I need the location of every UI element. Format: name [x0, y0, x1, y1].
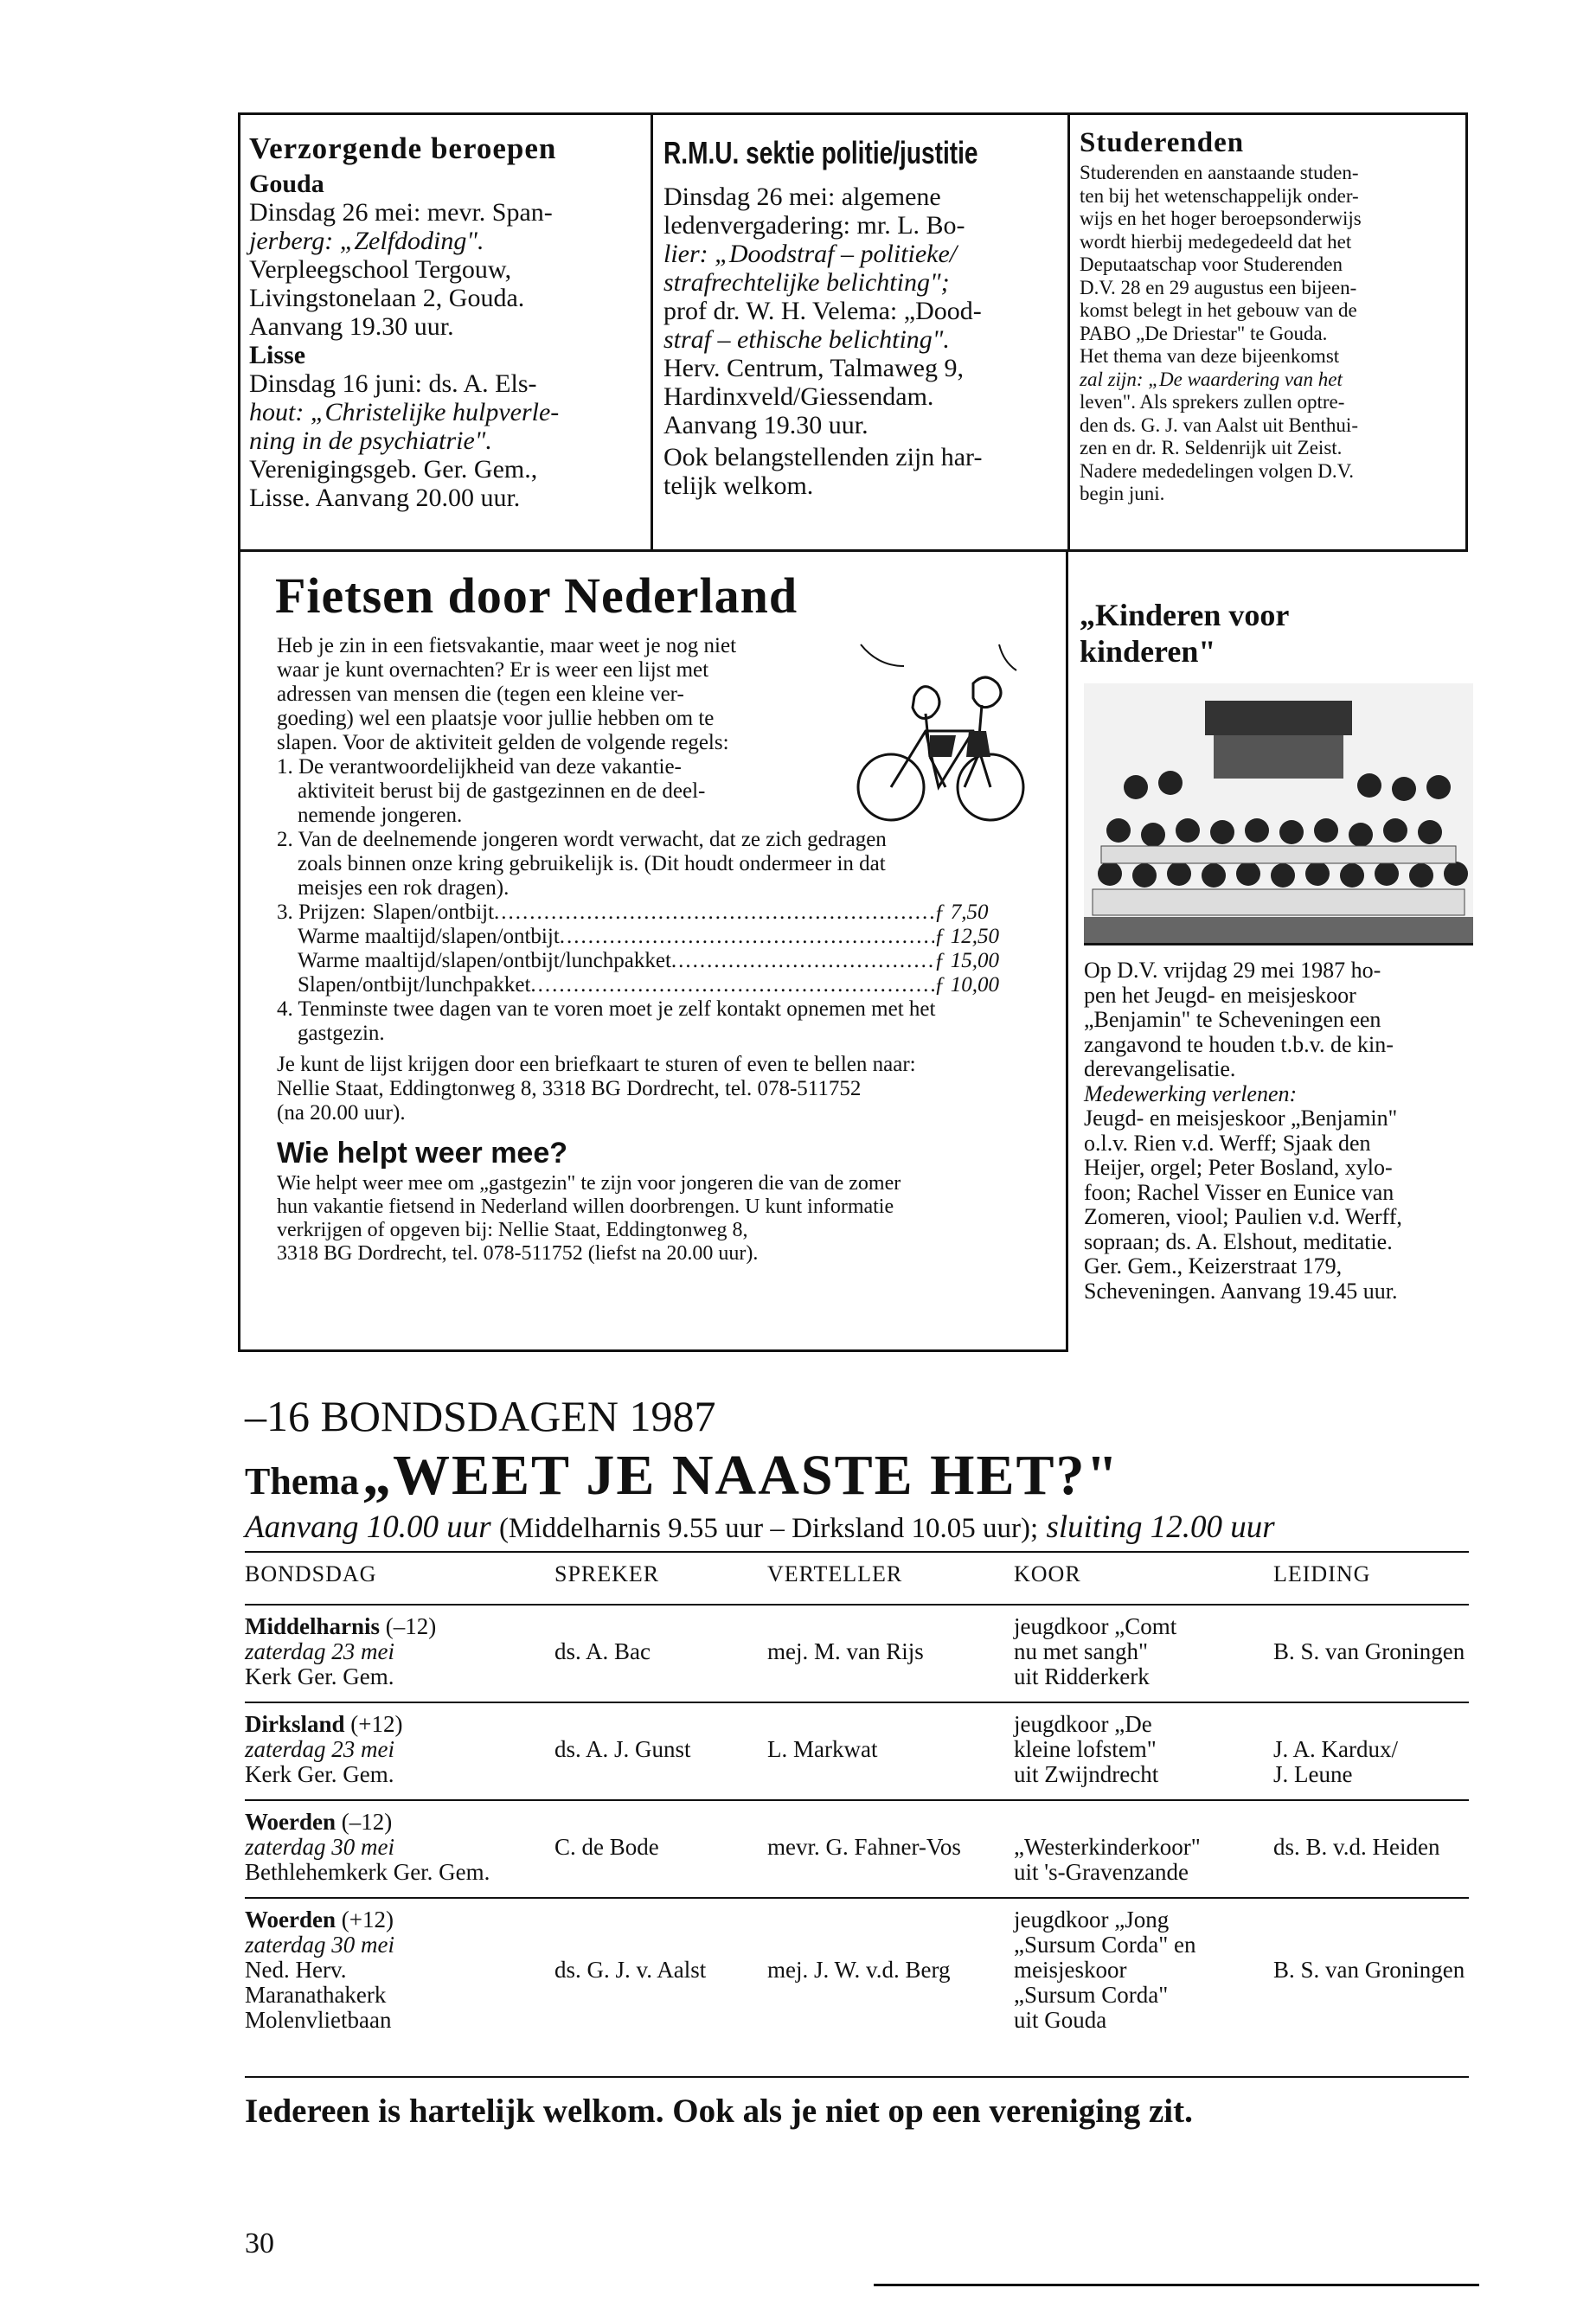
table-row	[245, 1702, 1469, 1800]
text-line: waar je kunt overnachten? Er is weer een lijst met	[277, 658, 709, 682]
koor-line: uit 's-Gravenzande	[1014, 1859, 1189, 1885]
column-header: VERTELLER	[767, 1561, 903, 1586]
text-line: gastgezin.	[298, 1022, 385, 1045]
leiding: B. S. van Groningen	[1273, 1957, 1465, 1983]
text-line: Op D.V. vrijdag 29 mei 1987 ho-	[1084, 958, 1381, 983]
text-line: PABO „De Driestar" te Gouda.	[1080, 322, 1328, 344]
text-line: Ook belangstellenden zijn har-	[663, 443, 983, 471]
verteller: mej. M. van Rijs	[767, 1638, 924, 1664]
text-line: Hardinxveld/Giessendam.	[663, 382, 934, 411]
text-line: Livingstonelaan 2, Gouda.	[249, 284, 525, 312]
text-line: wordt hierbij medegedeeld dat het	[1080, 230, 1352, 253]
title-line: kinderen"	[1080, 634, 1216, 669]
rule-2: 2. Van de deelnemende jongeren wordt verwacht, dat ze zich gedragen	[277, 828, 887, 851]
price-item: Slapen/ontbijt/lunchpakket	[298, 973, 531, 997]
bondsdag-location: Kerk Ger. Gem.	[245, 1663, 394, 1689]
text-line: hun vakantie fietsend in Nederland willen doorbrengen. U kunt informatie	[277, 1195, 894, 1218]
price-item: Warme maaltijd/slapen/ontbijt/lunchpakket	[298, 949, 671, 972]
age-group: (+12)	[344, 1711, 403, 1737]
text-line: Je kunt de lijst krijgen door een briefkaart te sturen of even te bellen naar:	[277, 1053, 916, 1076]
price-value: ƒ 7,50	[934, 901, 989, 924]
text-line: Nellie Staat, Eddingtonweg 8, 3318 BG Dordrecht, tel. 078-511752	[277, 1077, 862, 1100]
text-line: zen en dr. R. Seldenrijk uit Zeist.	[1080, 437, 1343, 458]
text-line: telijk welkom.	[663, 471, 814, 500]
age-group: (–12)	[380, 1613, 437, 1639]
text-line: Lisse. Aanvang 20.00 uur.	[249, 484, 521, 512]
text-line: komst belegt in het gebouw van de	[1080, 299, 1357, 321]
bottom-rule	[874, 2284, 1479, 2286]
text-line: 3318 BG Dordrecht, tel. 078-511752 (liefst na 20.00 uur).	[277, 1242, 759, 1265]
column-header: BONDSDAG	[245, 1561, 377, 1586]
section-heading: R.M.U. sektie politie/justitie	[663, 135, 978, 170]
text-line: Studerenden en aanstaande studen-	[1080, 162, 1359, 183]
koor-line: „Westerkinderkoor"	[1014, 1834, 1201, 1860]
prices-label: 3. Prijzen:	[277, 901, 366, 924]
column-header: KOOR	[1014, 1561, 1081, 1586]
text-line: straf – ethische belichting".	[663, 325, 950, 354]
text-line: Verpleegschool Tergouw,	[249, 255, 512, 284]
fietsen-text	[277, 634, 1038, 1266]
text-line: zoals binnen onze kring gebruikelijk is. (Dit houdt ondermeer in dat	[298, 852, 886, 875]
leiding: J. Leune	[1273, 1761, 1353, 1787]
price-row	[277, 901, 1016, 925]
text-line: Heijer, orgel; Peter Bosland, xylo-	[1084, 1155, 1393, 1180]
text-line: ten bij het wetenschappelijk onder-	[1080, 184, 1359, 207]
koor-line: uit Gouda	[1014, 2007, 1107, 2033]
spreker: C. de Bode	[554, 1834, 659, 1860]
rule-4: 4. Tenminste twee dagen van te voren moet je zelf kontakt opnemen met het	[277, 997, 936, 1021]
uur-label: uur	[1230, 1509, 1275, 1545]
column-header: LEIDING	[1273, 1561, 1371, 1586]
text-line: Herv. Centrum, Talmaweg 9,	[663, 354, 964, 382]
text-line: wijs en het hoger beroepsonderwijs	[1080, 208, 1362, 229]
price-item: Warme maaltijd/slapen/ontbijt	[298, 925, 560, 948]
bondsdag-date: zaterdag 30 mei	[245, 1834, 394, 1860]
thema-title: „WEET JE NAASTE HET?"	[362, 1444, 1120, 1507]
text-line: strafrechtelijke belichting";	[663, 268, 950, 297]
leiding: ds. B. v.d. Heiden	[1273, 1834, 1440, 1860]
sluiting-label: sluiting	[1046, 1509, 1143, 1545]
verteller: mej. J. W. v.d. Berg	[767, 1957, 951, 1983]
column-header: SPREKER	[554, 1561, 660, 1586]
text-line: Heb je zin in een fietsvakantie, maar weet je nog niet	[277, 634, 737, 657]
leader-dots	[494, 901, 934, 925]
kinderen-text	[1084, 958, 1465, 1304]
table-row	[245, 1605, 1469, 1702]
table-header	[245, 1561, 1469, 1605]
aanvang-rest: (Middelharnis 9.55 uur – Dirksland 10.05 uur);	[498, 1513, 1039, 1544]
schedule-table	[245, 1561, 1469, 2041]
bondsdag-place: Middelharnis	[245, 1613, 381, 1639]
text-line: Jeugd- en meisjeskoor „Benjamin"	[1084, 1106, 1398, 1131]
verteller: mevr. G. Fahner-Vos	[767, 1834, 961, 1860]
rule	[245, 2076, 1469, 2078]
text-line: Deputaatschap voor Studerenden	[1080, 253, 1343, 275]
koor-line: jeugdkoor „De	[1014, 1711, 1152, 1737]
koor-line: jeugdkoor „Jong	[1014, 1907, 1170, 1932]
rmu-column	[663, 135, 1057, 500]
text-line: Het thema van deze bijeenkomst	[1080, 345, 1340, 367]
rule-1: 1. De verantwoordelijkheid van deze vakantie-	[277, 755, 682, 779]
spreker: ds. A. Bac	[554, 1638, 651, 1664]
text-line: pen het Jeugd- en meisjeskoor	[1084, 982, 1356, 1008]
bondsdag-place: Woerden	[245, 1907, 336, 1932]
section-heading: Verzorgende beroepen	[249, 131, 557, 165]
text-line: hout: „Christelijke hulpverle-	[249, 398, 560, 426]
price-list	[277, 901, 1016, 997]
spreker: ds. G. J. v. Aalst	[554, 1957, 707, 1983]
text-line: aktiviteit berust bij de gastgezinnen en de deel-	[298, 779, 706, 803]
koor-line: meisjeskoor	[1014, 1957, 1127, 1983]
koor-line: jeugdkoor „Comt	[1014, 1613, 1177, 1639]
price-row	[277, 949, 1016, 973]
thema-label: Thema	[245, 1460, 359, 1503]
text-line: derevangelisatie.	[1084, 1056, 1236, 1081]
bondsdag-date: zaterdag 23 mei	[245, 1736, 394, 1762]
verzorgende-beroepen-column	[249, 131, 643, 512]
divider	[651, 112, 653, 552]
leader-dots	[530, 973, 934, 997]
leader-dots	[671, 949, 934, 973]
price-row	[277, 925, 1016, 949]
divider	[1067, 112, 1070, 552]
verteller: L. Markwat	[767, 1736, 878, 1762]
spreker: ds. A. J. Gunst	[554, 1736, 691, 1762]
koor-line: kleine lofstem"	[1014, 1736, 1157, 1762]
price-value: ƒ 12,50	[934, 925, 999, 948]
text-line: „Benjamin" te Scheveningen een	[1084, 1007, 1381, 1032]
koor-line: „Sursum Corda"	[1014, 1982, 1169, 2008]
place-heading: Lisse	[249, 341, 306, 369]
text-line: zal zijn: „De waardering van het	[1080, 368, 1343, 390]
table-row	[245, 1898, 1469, 2041]
text-line: leven". Als sprekers zullen optre-	[1080, 391, 1345, 413]
text-line: prof dr. W. H. Velema: „Dood-	[663, 297, 982, 325]
text-line: Scheveningen. Aanvang 19.45 uur.	[1084, 1278, 1398, 1304]
aanvang-line	[245, 1509, 1275, 1546]
medewerking-label: Medewerking verlenen:	[1084, 1080, 1298, 1106]
text-line: Dinsdag 26 mei: algemene	[663, 183, 941, 211]
leiding: B. S. van Groningen	[1273, 1638, 1465, 1664]
rule	[245, 1551, 1469, 1553]
bondsdag-location: Molenvlietbaan	[245, 2007, 392, 2033]
aanvang-time: 10.00	[366, 1509, 439, 1545]
leiding: J. A. Kardux/	[1273, 1736, 1398, 1762]
text-line: sopraan; ds. A. Elshout, meditatie.	[1084, 1228, 1393, 1254]
text-line: lier: „Doodstraf – politieke/	[663, 240, 958, 268]
text-line: jerberg: „Zelfdoding".	[249, 227, 484, 255]
text-line: meisjes een rok dragen).	[298, 876, 510, 900]
koor-line: nu met sangh"	[1014, 1638, 1148, 1664]
koor-line: uit Zwijndrecht	[1014, 1761, 1159, 1787]
choir-photo	[1084, 683, 1473, 945]
price-value: ƒ 10,00	[934, 973, 999, 997]
text-line: Aanvang 19.30 uur.	[249, 312, 454, 341]
uur-label: uur	[446, 1509, 491, 1545]
text-line: Aanvang 19.30 uur.	[663, 411, 869, 439]
wie-helpt-heading: Wie helpt weer mee?	[277, 1137, 568, 1170]
studerenden-column	[1080, 125, 1460, 506]
text-line: nemende jongeren.	[298, 804, 463, 827]
leader-dots	[560, 925, 934, 949]
text-line: Verenigingsgeb. Ger. Gem.,	[249, 455, 538, 484]
welcome-footer: Iedereen is hartelijk welkom. Ook als je niet op een vereniging zit.	[245, 2093, 1193, 2130]
bondsdag-location: Kerk Ger. Gem.	[245, 1761, 394, 1787]
text-line: D.V. 28 en 29 augustus een bijeen-	[1080, 276, 1357, 298]
fietsen-title: Fietsen door Nederland	[275, 567, 798, 624]
aanvang-label: Aanvang	[245, 1509, 359, 1545]
price-value: ƒ 15,00	[934, 949, 999, 972]
koor-line: uit Ridderkerk	[1014, 1663, 1150, 1689]
text-line: begin juni.	[1080, 483, 1165, 504]
text-line: Zomeren, viool; Paulien v.d. Werff,	[1084, 1204, 1402, 1229]
text-line: (na 20.00 uur).	[277, 1101, 406, 1125]
bondsdag-date: zaterdag 30 mei	[245, 1932, 394, 1958]
koor-line: „Sursum Corda" en	[1014, 1932, 1196, 1958]
bondsdagen-heading: –16 BONDSDAGEN 1987	[245, 1392, 716, 1440]
age-group: (–12)	[336, 1809, 393, 1835]
page-number: 30	[245, 2227, 274, 2259]
place-heading: Gouda	[249, 170, 324, 198]
text-line: o.l.v. Rien v.d. Werff; Sjaak den	[1084, 1130, 1371, 1156]
bondsdag-location: Ned. Herv.	[245, 1957, 347, 1983]
text-line: Wie helpt weer mee om „gastgezin" te zijn voor jongeren die van de zomer	[277, 1172, 901, 1195]
thema-line	[245, 1443, 1119, 1509]
text-line: verkrijgen of opgeven bij: Nellie Staat, Eddingtonweg 8,	[277, 1219, 748, 1241]
text-line: zangavond te houden t.b.v. de kin-	[1084, 1031, 1394, 1057]
sluiting-time: 12.00	[1150, 1509, 1222, 1545]
text-line: ning in de psychiatrie".	[249, 426, 492, 455]
text-line: adressen van mensen die (tegen een kleine ver-	[277, 683, 684, 706]
text-line: goeding) wel een plaatsje voor jullie hebben om te	[277, 707, 715, 730]
schedule-table-wrap	[245, 1561, 1469, 2041]
text-line: Ger. Gem., Keizerstraat 179,	[1084, 1253, 1343, 1279]
bondsdag-location: Bethlehemkerk Ger. Gem.	[245, 1859, 490, 1885]
choir-photo-drawing	[1084, 683, 1473, 943]
bondsdag-place: Dirksland	[245, 1711, 345, 1737]
text-line: Nadere mededelingen volgen D.V.	[1080, 459, 1355, 482]
text-line: Dinsdag 26 mei: mevr. Span-	[249, 198, 553, 227]
bondsdag-location: Maranathakerk	[245, 1982, 387, 2008]
text-line: ledenvergadering: mr. L. Bo-	[663, 211, 965, 240]
text-line: slapen. Voor de aktiviteit gelden de volgende regels:	[277, 731, 729, 754]
price-row	[277, 973, 1016, 997]
title-line: „Kinderen voor	[1080, 598, 1290, 632]
kinderen-title	[1080, 597, 1289, 670]
text-line: Dinsdag 16 juni: ds. A. Els-	[249, 369, 537, 398]
bondsdag-place: Woerden	[245, 1809, 336, 1835]
table-row	[245, 1800, 1469, 1898]
text-line: foon; Rachel Visser en Eunice van	[1084, 1179, 1394, 1205]
text-line: den ds. G. J. van Aalst uit Benthui-	[1080, 413, 1358, 436]
section-heading: Studerenden	[1080, 127, 1245, 158]
bondsdag-date: zaterdag 23 mei	[245, 1638, 394, 1664]
age-group: (+12)	[336, 1907, 394, 1932]
price-item: Slapen/ontbijt	[372, 901, 495, 924]
